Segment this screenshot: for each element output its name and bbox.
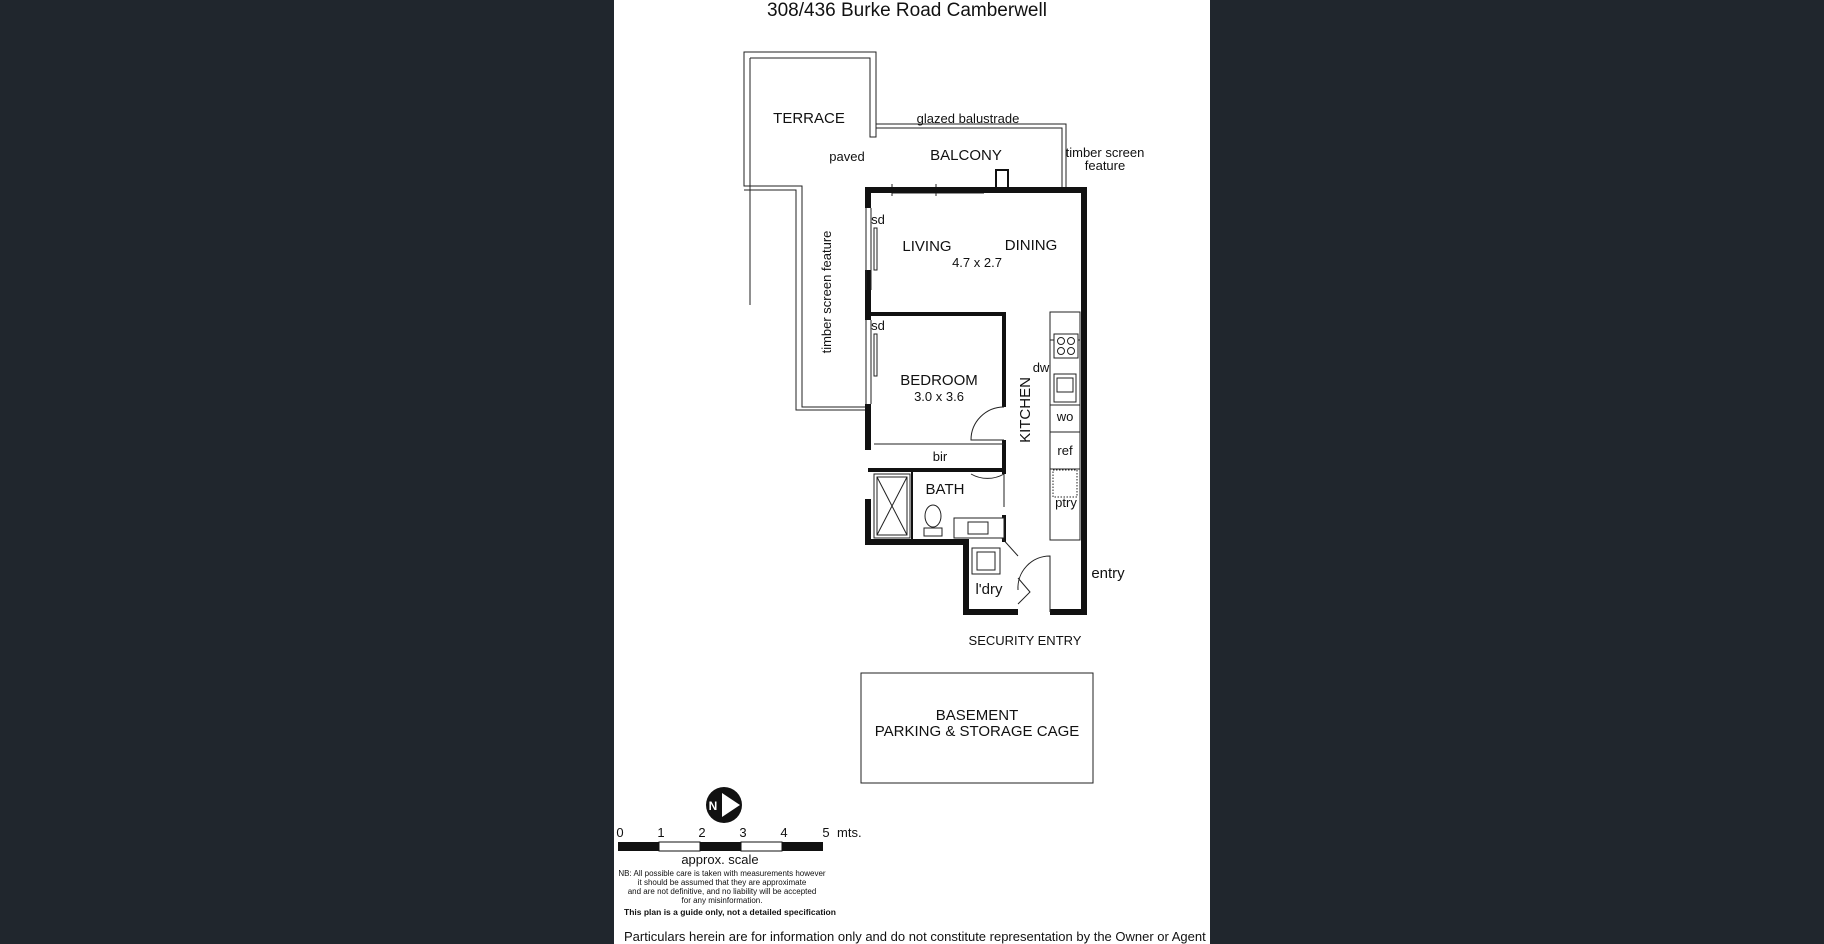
balcony-label: BALCONY [930, 147, 1002, 164]
timber-screen-right-label-2: feature [1084, 158, 1126, 173]
ptry-label: ptry [1055, 495, 1077, 510]
note-line-4: for any misinformation. [681, 896, 763, 905]
scale-tick-5: 5 [822, 825, 830, 840]
vanity [954, 518, 1004, 538]
dw-label: dw [1032, 360, 1050, 375]
wo-label: wo [1056, 409, 1074, 424]
floorplan-drawing [614, 0, 1210, 944]
bath-label: BATH [925, 481, 965, 498]
scale-tick-1: 1 [657, 825, 665, 840]
note-line-3: and are not definitive, and no liability will be accepted [627, 887, 817, 896]
plan-title: 308/436 Burke Road Camberwell [767, 0, 1047, 21]
timber-screen-left-label: timber screen feature [819, 230, 834, 354]
balcony-post [996, 170, 1008, 188]
scale-tick-3: 3 [739, 825, 747, 840]
scale-tick-0: 0 [616, 825, 624, 840]
basement-label: BASEMENT [935, 707, 1019, 724]
living-dims-label: 4.7 x 2.7 [952, 255, 1002, 270]
sd-bottom-label: sd [871, 318, 885, 333]
security-entry-label: SECURITY ENTRY [968, 633, 1082, 648]
ref-label: ref [1057, 443, 1073, 458]
scale-bar [616, 825, 861, 867]
notes [618, 869, 836, 917]
guide-note: This plan is a guide only, not a detailed specification [624, 907, 836, 917]
floorplan-sheet [614, 0, 1210, 944]
cooktop [1054, 334, 1078, 358]
bedroom-dims-label: 3.0 x 3.6 [914, 389, 964, 404]
scale-caption: approx. scale [681, 852, 759, 867]
sd-top-label: sd [871, 212, 885, 227]
scale-tick-4: 4 [780, 825, 788, 840]
toilet [924, 505, 942, 536]
north-arrow-icon [706, 787, 742, 823]
entry-label: entry [1091, 565, 1125, 582]
laundry-tub [972, 548, 1000, 574]
paved-label: paved [829, 149, 865, 164]
scale-unit: mts. [837, 825, 862, 840]
bir-label: bir [932, 449, 948, 464]
laundry-label: l'dry [975, 581, 1003, 598]
shower [874, 474, 910, 538]
note-line-1: NB: All possible care is taken with measurements however [618, 869, 826, 878]
timber-screen-right-label: timber screen [1065, 145, 1145, 160]
basement-label-2: PARKING & STORAGE CAGE [874, 723, 1080, 740]
glazed-balustrade-label: glazed balustrade [916, 111, 1020, 126]
disclaimer: Particulars herein are for information only and do not constitute representation by the Owner or Agent [624, 929, 1206, 944]
dining-label: DINING [1004, 237, 1058, 254]
terrace-outline [744, 52, 1066, 410]
bedroom-label: BEDROOM [900, 372, 978, 389]
living-label: LIVING [902, 238, 952, 255]
kitchen-label: KITCHEN [1017, 377, 1034, 443]
note-line-2: it should be assumed that they are approximate [637, 878, 807, 887]
terrace-label: TERRACE [773, 110, 845, 127]
scale-tick-2: 2 [698, 825, 706, 840]
kitchen-sink [1054, 374, 1076, 402]
compass-letter: N [708, 799, 718, 813]
